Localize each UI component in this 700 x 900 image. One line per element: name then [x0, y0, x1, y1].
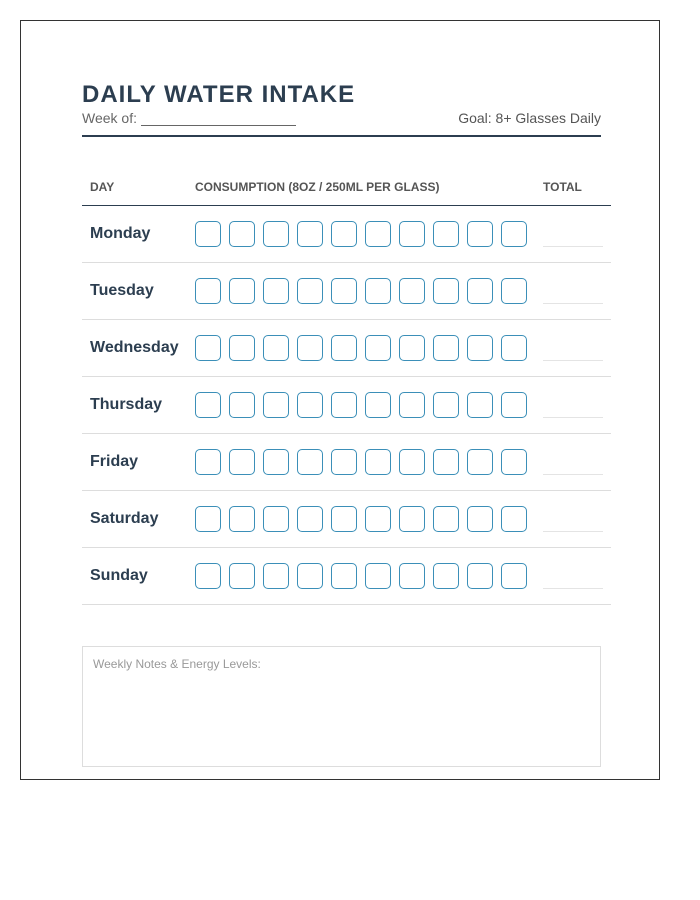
glass-checkbox[interactable]	[399, 221, 425, 247]
day-label: Tuesday	[90, 282, 154, 299]
glass-checkbox[interactable]	[195, 563, 221, 589]
glass-checkbox-group	[195, 563, 535, 589]
glass-checkbox-group	[195, 449, 535, 475]
glass-checkbox[interactable]	[263, 221, 289, 247]
column-header-consumption: CONSUMPTION (8OZ / 250ML PER GLASS)	[195, 180, 440, 194]
glass-checkbox-group	[195, 335, 535, 361]
table-row	[82, 263, 611, 320]
glass-checkbox[interactable]	[501, 392, 527, 418]
glass-checkbox[interactable]	[297, 563, 323, 589]
total-blank-line[interactable]	[543, 303, 603, 304]
glass-checkbox[interactable]	[195, 278, 221, 304]
page-title: DAILY WATER INTAKE	[82, 81, 356, 108]
glass-checkbox[interactable]	[365, 221, 391, 247]
glass-checkbox[interactable]	[501, 221, 527, 247]
glass-checkbox[interactable]	[501, 335, 527, 361]
glass-checkbox[interactable]	[263, 563, 289, 589]
glass-checkbox[interactable]	[433, 392, 459, 418]
glass-checkbox[interactable]	[467, 563, 493, 589]
sheet-header	[82, 81, 601, 137]
table-row	[82, 491, 611, 548]
day-label: Sunday	[90, 567, 148, 584]
notes-box[interactable]	[82, 646, 601, 767]
glass-checkbox[interactable]	[331, 563, 357, 589]
glass-checkbox[interactable]	[467, 392, 493, 418]
glass-checkbox[interactable]	[331, 278, 357, 304]
glass-checkbox-group	[195, 506, 535, 532]
table-row	[82, 206, 611, 263]
glass-checkbox[interactable]	[229, 449, 255, 475]
table-body	[82, 206, 611, 605]
glass-checkbox[interactable]	[229, 563, 255, 589]
glass-checkbox[interactable]	[195, 221, 221, 247]
glass-checkbox-group	[195, 221, 535, 247]
glass-checkbox[interactable]	[263, 278, 289, 304]
column-header-total: TOTAL	[543, 180, 582, 194]
glass-checkbox[interactable]	[433, 221, 459, 247]
table-row	[82, 320, 611, 377]
notes-label: Weekly Notes & Energy Levels:	[93, 657, 261, 671]
glass-checkbox[interactable]	[365, 278, 391, 304]
glass-checkbox[interactable]	[365, 563, 391, 589]
glass-checkbox[interactable]	[331, 506, 357, 532]
glass-checkbox[interactable]	[229, 221, 255, 247]
glass-checkbox[interactable]	[297, 221, 323, 247]
glass-checkbox[interactable]	[331, 221, 357, 247]
glass-checkbox[interactable]	[467, 221, 493, 247]
day-label: Saturday	[90, 510, 159, 527]
week-of-blank-line[interactable]	[141, 111, 296, 126]
glass-checkbox[interactable]	[195, 449, 221, 475]
glass-checkbox[interactable]	[433, 278, 459, 304]
day-label: Wednesday	[90, 339, 179, 356]
week-of-label: Week of:	[82, 110, 137, 126]
glass-checkbox[interactable]	[331, 335, 357, 361]
glass-checkbox[interactable]	[399, 449, 425, 475]
goal-text: Goal: 8+ Glasses Daily	[458, 110, 601, 126]
glass-checkbox[interactable]	[399, 335, 425, 361]
glass-checkbox-group	[195, 392, 535, 418]
glass-checkbox[interactable]	[195, 506, 221, 532]
glass-checkbox[interactable]	[467, 449, 493, 475]
intake-table	[82, 171, 611, 605]
glass-checkbox[interactable]	[467, 278, 493, 304]
glass-checkbox[interactable]	[229, 506, 255, 532]
glass-checkbox[interactable]	[297, 449, 323, 475]
day-label: Thursday	[90, 396, 163, 413]
glass-checkbox[interactable]	[263, 392, 289, 418]
glass-checkbox[interactable]	[365, 392, 391, 418]
glass-checkbox[interactable]	[195, 335, 221, 361]
day-label: Monday	[90, 225, 151, 242]
glass-checkbox[interactable]	[229, 278, 255, 304]
glass-checkbox[interactable]	[433, 563, 459, 589]
total-blank-line[interactable]	[543, 474, 603, 475]
glass-checkbox[interactable]	[297, 506, 323, 532]
table-row	[82, 434, 611, 491]
glass-checkbox[interactable]	[365, 449, 391, 475]
total-blank-line[interactable]	[543, 531, 603, 532]
glass-checkbox[interactable]	[331, 392, 357, 418]
glass-checkbox[interactable]	[331, 449, 357, 475]
glass-checkbox[interactable]	[229, 392, 255, 418]
glass-checkbox[interactable]	[399, 392, 425, 418]
glass-checkbox[interactable]	[365, 335, 391, 361]
glass-checkbox-group	[195, 278, 535, 304]
glass-checkbox[interactable]	[433, 449, 459, 475]
glass-checkbox[interactable]	[365, 506, 391, 532]
glass-checkbox[interactable]	[433, 335, 459, 361]
column-header-day: DAY	[90, 180, 115, 194]
glass-checkbox[interactable]	[229, 335, 255, 361]
glass-checkbox[interactable]	[297, 278, 323, 304]
glass-checkbox[interactable]	[399, 563, 425, 589]
glass-checkbox[interactable]	[501, 563, 527, 589]
glass-checkbox[interactable]	[501, 506, 527, 532]
total-blank-line[interactable]	[543, 417, 603, 418]
glass-checkbox[interactable]	[399, 278, 425, 304]
glass-checkbox[interactable]	[263, 506, 289, 532]
glass-checkbox[interactable]	[263, 449, 289, 475]
day-label: Friday	[90, 453, 139, 470]
glass-checkbox[interactable]	[467, 506, 493, 532]
total-blank-line[interactable]	[543, 360, 603, 361]
glass-checkbox[interactable]	[195, 392, 221, 418]
glass-checkbox[interactable]	[467, 335, 493, 361]
week-of-field	[82, 110, 296, 126]
glass-checkbox[interactable]	[501, 449, 527, 475]
glass-checkbox[interactable]	[263, 335, 289, 361]
glass-checkbox[interactable]	[399, 506, 425, 532]
glass-checkbox[interactable]	[297, 335, 323, 361]
table-header	[82, 171, 611, 206]
total-blank-line[interactable]	[543, 246, 603, 247]
glass-checkbox[interactable]	[297, 392, 323, 418]
table-row	[82, 377, 611, 434]
total-blank-line[interactable]	[543, 588, 603, 589]
table-row	[82, 548, 611, 605]
glass-checkbox[interactable]	[501, 278, 527, 304]
tracker-sheet	[20, 20, 660, 780]
glass-checkbox[interactable]	[433, 506, 459, 532]
